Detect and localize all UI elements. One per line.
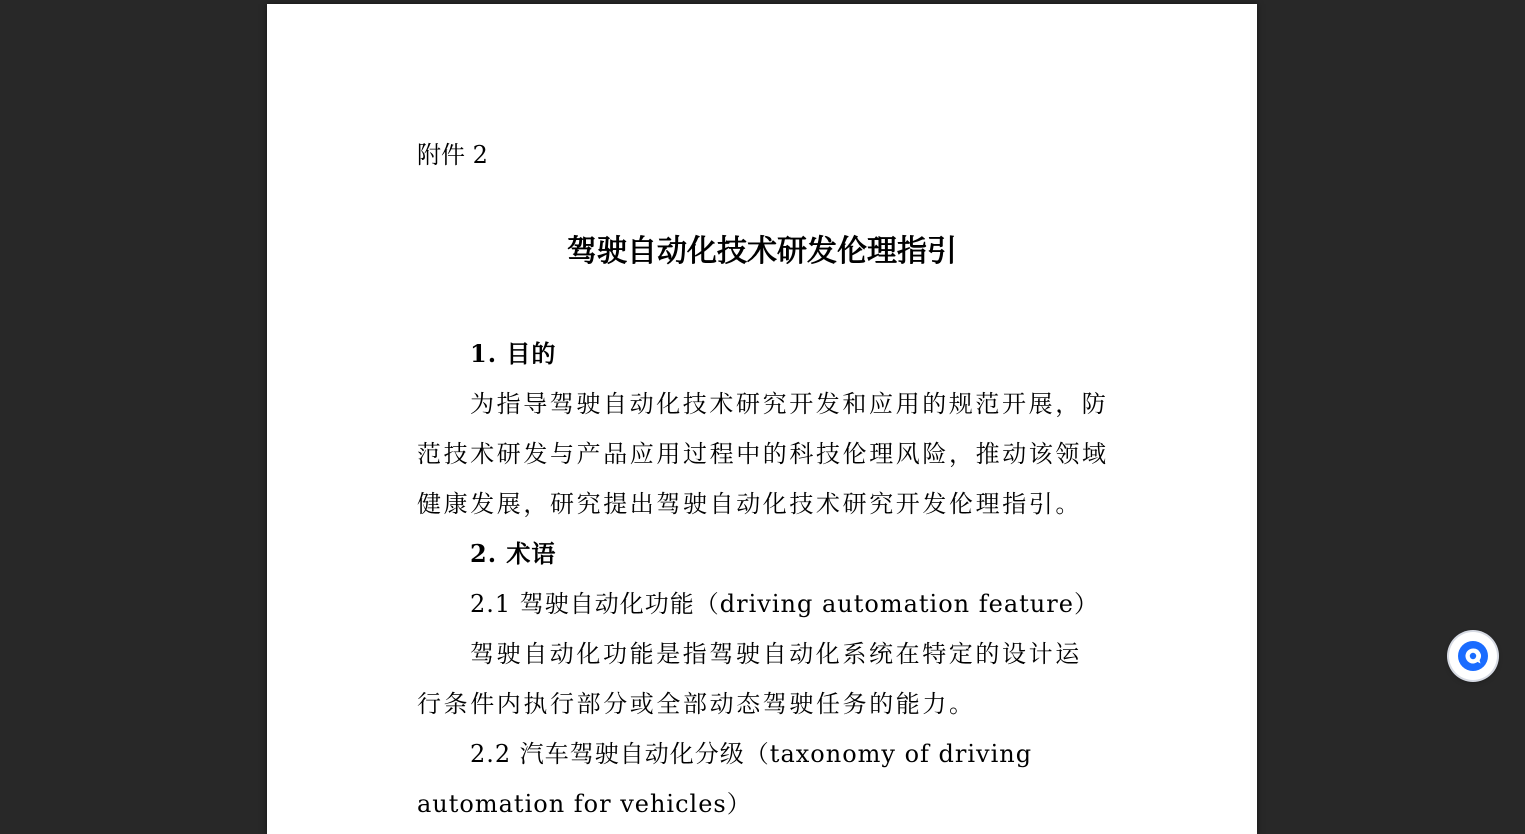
document-page [267,4,1257,834]
assistant-chat-icon [1458,641,1488,671]
paragraph-line: 为指导驾驶自动化技术研究开发和应用的规范开展，防 [470,390,1109,418]
paragraph-line: 范技术研发与产品应用过程中的科技伦理风险，推动该领域 [417,440,1109,468]
subsection-heading: 2.2 汽车驾驶自动化分级（taxonomy of driving [470,740,1033,768]
section-heading-terms: 2. 术语 [470,539,557,568]
section-heading-purpose: 1. 目的 [470,339,557,368]
attachment-label: 附件 2 [417,141,488,169]
document-title: 驾驶自动化技术研发伦理指引 [567,234,957,269]
paragraph-line: automation for vehicles） [417,790,752,818]
assistant-float-button[interactable] [1449,632,1497,680]
paragraph-line: 健康发展，研究提出驾驶自动化技术研究开发伦理指引。 [417,490,1082,518]
paragraph-line: 驾驶自动化功能是指驾驶自动化系统在特定的设计运 [470,640,1082,668]
paragraph-line: 行条件内执行部分或全部动态驾驶任务的能力。 [417,690,976,718]
subsection-heading: 2.1 驾驶自动化功能（driving automation feature） [470,590,1099,618]
